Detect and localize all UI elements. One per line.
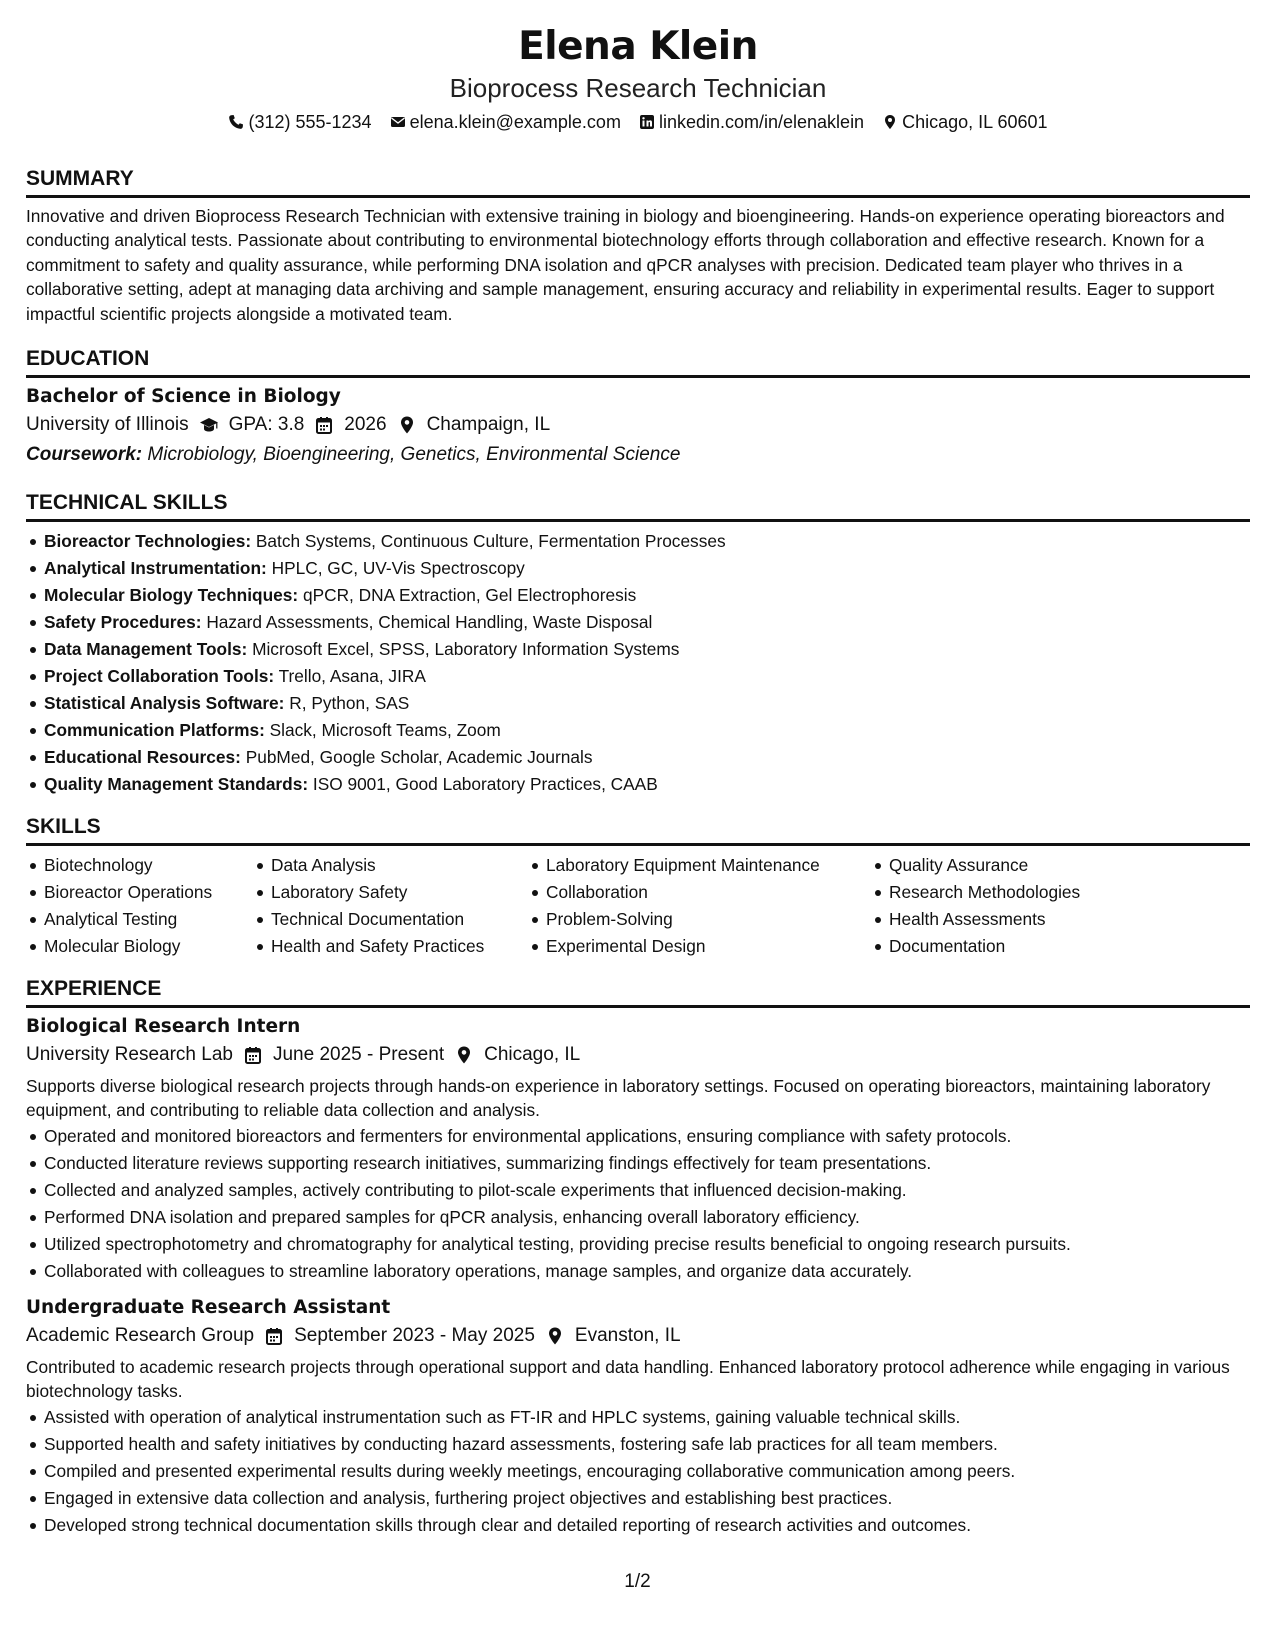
list-item: Laboratory Safety	[253, 879, 528, 906]
calendar-icon	[264, 1326, 284, 1346]
list-item: Biotechnology	[26, 852, 253, 879]
list-item: Molecular Biology	[26, 933, 253, 960]
section-heading: SKILLS	[26, 814, 1250, 846]
candidate-title: Bioprocess Research Technician	[449, 73, 827, 103]
list-item: Bioreactor Operations	[26, 879, 253, 906]
list-item: Safety Procedures: Hazard Assessments, Chemical Handling, Waste Disposal	[26, 609, 1250, 636]
map-pin-icon	[545, 1326, 565, 1346]
technical-skills-list	[26, 528, 1250, 798]
list-item: Laboratory Equipment Maintenance	[528, 852, 871, 879]
skills-section	[26, 814, 1250, 960]
school-name: University of Illinois	[26, 414, 189, 436]
list-item: Data Management Tools: Microsoft Excel, SPSS, Laboratory Information Systems	[26, 636, 1250, 663]
graduation-cap-icon	[199, 415, 219, 435]
list-item: Statistical Analysis Software: R, Python, SAS	[26, 690, 1250, 717]
list-item: Collaborated with colleagues to streamline laboratory operations, manage samples, and organize data accurately.	[26, 1258, 1250, 1285]
list-item: Technical Documentation	[253, 906, 528, 933]
resume-header	[26, 22, 1250, 134]
experience-entry	[26, 1295, 1250, 1539]
list-item: Performed DNA isolation and prepared samples for qPCR analysis, enhancing overall laboratory efficiency.	[26, 1204, 1250, 1231]
linkedin-icon	[639, 114, 655, 130]
list-item: Analytical Testing	[26, 906, 253, 933]
gpa-text: GPA: 3.8	[228, 414, 305, 436]
experience-entry	[26, 1014, 1250, 1285]
linkedin-text: linkedin.com/in/elenaklein	[658, 112, 865, 132]
job-title: Undergraduate Research Assistant	[26, 1296, 391, 1318]
list-item: Bioreactor Technologies: Batch Systems, Continuous Culture, Fermentation Processes	[26, 528, 1250, 555]
list-item: Assisted with operation of analytical instrumentation such as FT-IR and HPLC systems, gaining valuable technical skills.	[26, 1404, 1250, 1431]
list-item: Experimental Design	[528, 933, 871, 960]
contact-location	[882, 110, 1047, 134]
list-item: Collected and analyzed samples, actively contributing to pilot-scale experiments that influenced decision-making.	[26, 1177, 1250, 1204]
job-dates: September 2023 - May 2025	[294, 1324, 535, 1346]
technical-skills-section	[26, 490, 1250, 798]
graduation-year: 2026	[344, 414, 387, 436]
email-text: elena.klein@example.com	[409, 112, 621, 132]
contact-bar	[26, 110, 1250, 134]
list-item: Health Assessments	[871, 906, 1171, 933]
summary-text: Innovative and driven Bioprocess Research Technician with extensive training in biology and bioengineering. Hands-on experience operating bioreactors and conducting analytical tests. Passionate about contributing to environmental biotechnology efforts through collaboration and effective research. Known for a commitment to safety and quality assurance, while performing DNA isolation and qPCR analyses with precision. Dedicated team player who thrives in a collaborative setting, adept at managing data archiving and sample management, ensuring accuracy and reliability in experimental results. Eager to support impactful scientific projects alongside a motivated team.	[26, 206, 1225, 324]
job-description: Supports diverse biological research projects through hands-on experience in laboratory settings. Focused on operating bioreactors, maintaining laboratory equipment, and contributing to reliable data collection and analysis.	[26, 1076, 1211, 1121]
list-item: Communication Platforms: Slack, Microsoft Teams, Zoom	[26, 717, 1250, 744]
job-dates: June 2025 - Present	[272, 1044, 445, 1066]
list-item: Quality Assurance	[871, 852, 1171, 879]
list-item: Collaboration	[528, 879, 871, 906]
list-item: Project Collaboration Tools: Trello, Asana, JIRA	[26, 663, 1250, 690]
section-heading: EDUCATION	[26, 346, 1250, 378]
list-item: Developed strong technical documentation skills through clear and detailed reporting of research activities and outcomes.	[26, 1512, 1250, 1539]
job-location: Chicago, IL	[484, 1044, 581, 1066]
contact-email[interactable]	[390, 110, 621, 134]
calendar-icon	[243, 1045, 263, 1065]
skills-column	[528, 852, 871, 960]
list-item: Compiled and presented experimental results during weekly meetings, encouraging collaborative communication among peers.	[26, 1458, 1250, 1485]
section-heading: EXPERIENCE	[26, 976, 1250, 1008]
list-item: Operated and monitored bioreactors and fermenters for environmental applications, ensuring compliance with safety protocols.	[26, 1123, 1250, 1150]
education-section	[26, 346, 1250, 470]
contact-linkedin[interactable]	[639, 110, 864, 134]
skills-column	[26, 852, 253, 960]
list-item: Utilized spectrophotometry and chromatography for analytical testing, providing precise results beneficial to ongoing research pursuits.	[26, 1231, 1250, 1258]
job-bullets	[26, 1123, 1250, 1285]
section-heading: TECHNICAL SKILLS	[26, 490, 1250, 522]
degree-title: Bachelor of Science in Biology	[26, 386, 341, 408]
job-location: Evanston, IL	[574, 1324, 681, 1346]
skills-column	[871, 852, 1171, 960]
list-item: Problem-Solving	[528, 906, 871, 933]
coursework-label: Coursework:	[26, 444, 143, 466]
job-bullets	[26, 1404, 1250, 1539]
location-text: Chicago, IL 60601	[902, 112, 1048, 132]
list-item: Data Analysis	[253, 852, 528, 879]
list-item: Conducted literature reviews supporting research initiatives, summarizing findings effectively for team presentations.	[26, 1150, 1250, 1177]
list-item: Research Methodologies	[871, 879, 1171, 906]
calendar-icon	[314, 415, 334, 435]
phone-icon	[228, 114, 244, 130]
job-meta	[26, 1040, 1250, 1070]
phone-text: (312) 555-1234	[248, 112, 372, 132]
skills-column	[253, 852, 528, 960]
resume-page	[26, 22, 1250, 1549]
section-heading: SUMMARY	[26, 166, 1250, 198]
contact-phone	[228, 110, 371, 134]
job-description: Contributed to academic research projects through operational support and data handling. Enhanced laboratory protocol adherence while engaging in various biotechnology tasks.	[26, 1356, 1230, 1402]
job-title: Biological Research Intern	[26, 1016, 301, 1038]
map-pin-icon	[454, 1045, 474, 1065]
experience-section	[26, 976, 1250, 1539]
summary-section	[26, 166, 1250, 326]
list-item: Supported health and safety initiatives by conducting hazard assessments, fostering safe lab practices for all team members.	[26, 1431, 1250, 1458]
organization: University Research Lab	[26, 1044, 233, 1066]
list-item: Analytical Instrumentation: HPLC, GC, UV-Vis Spectroscopy	[26, 555, 1250, 582]
skills-grid	[26, 852, 1250, 960]
organization: Academic Research Group	[26, 1324, 255, 1346]
list-item: Educational Resources: PubMed, Google Scholar, Academic Journals	[26, 744, 1250, 771]
candidate-name: Elena Klein	[518, 24, 758, 69]
list-item: Quality Management Standards: ISO 9001, Good Laboratory Practices, CAAB	[26, 771, 1250, 798]
map-pin-icon	[882, 114, 898, 130]
coursework-line	[26, 440, 1250, 470]
list-item: Health and Safety Practices	[253, 933, 528, 960]
map-pin-icon	[397, 415, 417, 435]
education-meta	[26, 410, 1250, 440]
list-item: Engaged in extensive data collection and analysis, furthering project objectives and establishing best practices.	[26, 1485, 1250, 1512]
job-meta	[26, 1321, 1250, 1351]
coursework-list: Microbiology, Bioengineering, Genetics, Environmental Science	[147, 444, 681, 466]
page-number: 1/2	[624, 1571, 651, 1592]
list-item: Documentation	[871, 933, 1171, 960]
envelope-icon	[390, 114, 406, 130]
school-location: Champaign, IL	[426, 414, 551, 436]
list-item: Molecular Biology Techniques: qPCR, DNA Extraction, Gel Electrophoresis	[26, 582, 1250, 609]
